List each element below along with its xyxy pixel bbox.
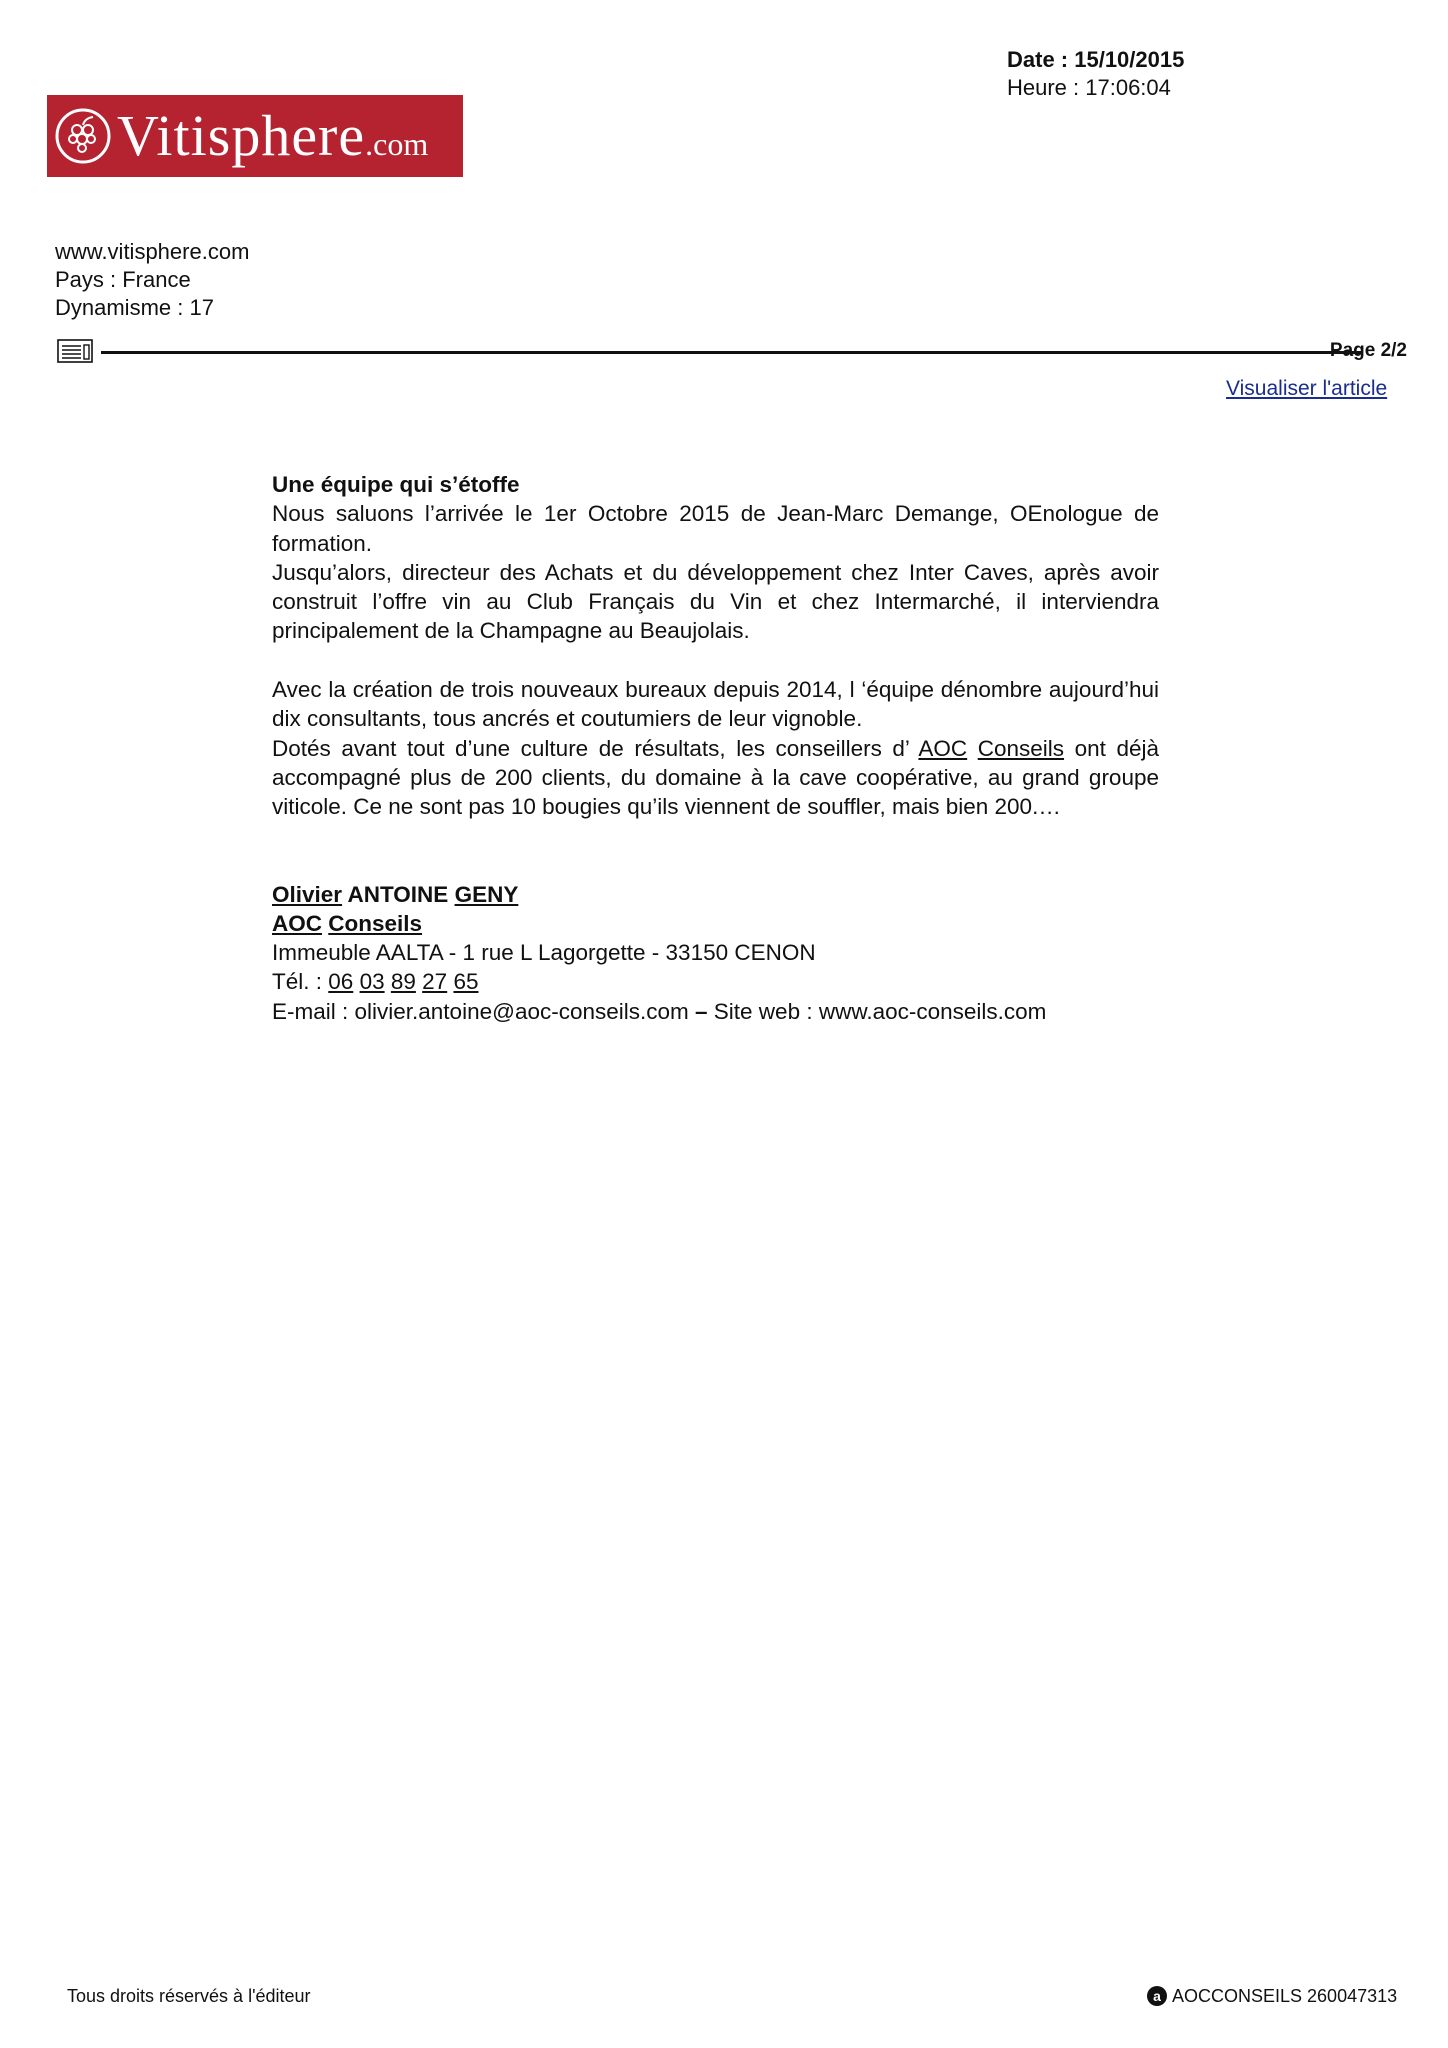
source-meta	[55, 238, 249, 322]
source-country: Pays : France	[55, 267, 191, 292]
conseils-link[interactable]: Conseils	[977, 735, 1065, 761]
article-paragraph: Avec la création de trois nouveaux bureaux depuis 2014, l ‘équipe dénombre aujourd’hui dix consultants, tous ancrés et coutumiers de leur vignoble.	[272, 677, 1159, 732]
article-paragraph: Jusqu’alors, directeur des Achats et du développement chez Inter Caves, après avoir construit l’offre vin au Club Français du Vin et chez Intermarché, il interviendra principalement de la Champagne au Beaujolais.	[272, 559, 1159, 644]
signature-contact: E-mail : olivier.antoine@aoc-conseils.com – Site web : www.aoc-conseils.com	[272, 998, 1047, 1024]
article-doc-icon	[57, 339, 93, 363]
time-label: Heure : 17:06:04	[1007, 75, 1171, 100]
page-number: Page 2/2	[1329, 340, 1407, 361]
date-label: Date : 15/10/2015	[1007, 47, 1185, 72]
org-conseils-link[interactable]: Conseils	[328, 910, 423, 936]
phone-part[interactable]: 65	[453, 969, 479, 995]
paragraph-text: Dotés avant tout d’une culture de résultats, les conseillers d’	[272, 735, 919, 761]
footer-reference	[1146, 1984, 1397, 2008]
last-name-link[interactable]: GENY	[454, 881, 519, 907]
view-article-link[interactable]: Visualiser l'article	[1226, 377, 1388, 400]
phone-part[interactable]: 06	[328, 969, 354, 995]
phone-part[interactable]: 27	[422, 969, 448, 995]
signature-name: Olivier ANTOINE GENY	[272, 881, 519, 907]
article-body	[272, 470, 1159, 1026]
source-dynamism: Dynamisme : 17	[55, 295, 214, 320]
article-paragraph	[272, 734, 1159, 822]
paragraph-gap	[272, 646, 1159, 675]
org-aoc-link[interactable]: AOC	[272, 910, 322, 936]
phone-part[interactable]: 03	[359, 969, 385, 995]
grape-emblem-icon	[53, 106, 113, 166]
svg-text:a: a	[1153, 1988, 1161, 2004]
aoc-link[interactable]: AOC	[918, 735, 968, 761]
reference-code: AOCCONSEILS 260047313	[1172, 1986, 1398, 2006]
article-paragraph: Nous saluons l’arrivée le 1er Octobre 2015 de Jean-Marc Demange, OEnologue de formation.	[272, 501, 1159, 556]
signature-block	[272, 880, 1159, 1026]
first-name-link[interactable]: Olivier	[272, 881, 343, 907]
paragraph-text: ont déjà accompagné plus de 200 clients, du domaine à la cave coopérative, au grand groupe viticole. Ce ne sont pas 10 bougies qu’ils viennent de souffler, mais bien 200.…	[272, 735, 1159, 820]
article-heading: Une équipe qui s’étoffe	[272, 472, 520, 497]
source-site: www.vitisphere.com	[55, 239, 250, 264]
date-block	[1007, 46, 1184, 102]
logo-wordmark: Vitisphere.com	[117, 103, 429, 168]
page-header-rule	[57, 339, 1417, 365]
phone-part[interactable]: 89	[390, 969, 416, 995]
signature-phone: Tél. : 06 03 89 27 65	[272, 969, 479, 995]
source-a-icon	[1146, 1985, 1168, 2007]
signature-gap	[272, 822, 1159, 880]
signature-org	[272, 909, 1159, 938]
divider-line	[101, 351, 1361, 354]
vitisphere-logo	[47, 95, 463, 177]
footer-rights: Tous droits réservés à l'éditeur	[67, 1986, 311, 2006]
signature-address: Immeuble AALTA - 1 rue L Lagorgette - 33150 CENON	[272, 940, 816, 966]
